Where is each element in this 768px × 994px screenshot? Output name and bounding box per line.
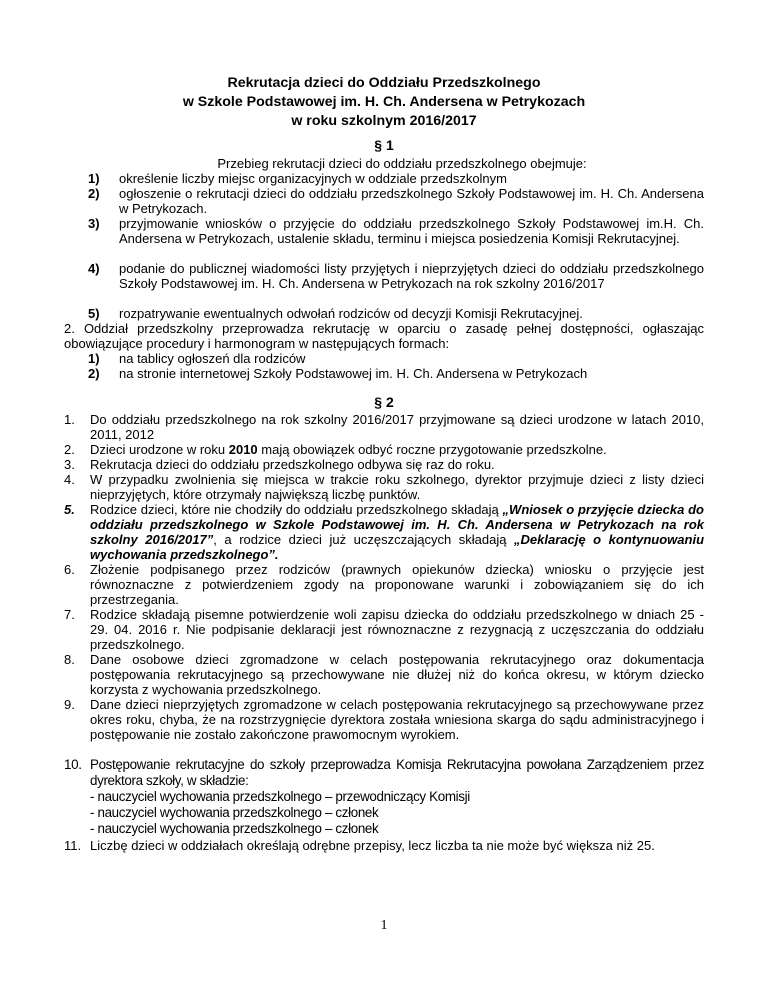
list-item-number: 2) bbox=[88, 186, 100, 201]
list-item: Rekrutacja dzieci do oddziału przedszkolnego odbywa się raz do roku. bbox=[90, 457, 495, 472]
list-item: Liczbę dzieci w oddziałach określają odrębne przepisy, lecz liczba ta nie może być większa niż 25. bbox=[90, 838, 655, 853]
list-item-number: 3. bbox=[64, 457, 75, 472]
title-line-1: Rekrutacja dzieci do Oddziału Przedszkolnego bbox=[227, 75, 541, 91]
list-item: Rodzice składają pisemne potwierdzenie woli zapisu dziecka do oddziału przedszkolnego w dniach 25 - 29. 04. 2016 r. Nie podpisanie deklaracji jest równoznaczne z rezygnacją z uczęszczania do oddziału przedszkolnego. bbox=[90, 607, 704, 652]
list-item: podanie do publicznej wiadomości listy przyjętych i nieprzyjętych dzieci do oddziału przedszkolnego Szkoły Podstawowej im. H. Ch. Andersena w Petrykozach na rok szkolny 2016/2017 bbox=[119, 261, 704, 291]
document-title bbox=[100, 74, 668, 131]
list-item-number: 10. bbox=[64, 757, 82, 772]
section-2-heading: § 2 bbox=[374, 394, 394, 410]
list-item: na stronie internetowej Szkoły Podstawowej im. H. Ch. Andersena w Petrykozach bbox=[119, 366, 588, 381]
list-item-number: 2) bbox=[88, 366, 100, 381]
declaration-form-name: „Deklarację o kontynuowaniu wychowania przedszkolnego”. bbox=[90, 532, 705, 562]
text: Rodzice dzieci, które nie chodziły do oddziału przedszkolnego składają bbox=[90, 502, 503, 517]
page-number: 1 bbox=[380, 918, 388, 933]
list-item-number: 4) bbox=[88, 261, 100, 276]
list-item-number: 1) bbox=[88, 351, 100, 366]
text: , a rodzice dzieci już uczęszczających składają bbox=[213, 532, 515, 547]
text: Dzieci urodzone w roku bbox=[90, 442, 229, 457]
bold-year: 2010 bbox=[228, 442, 258, 457]
list-item: przyjmowanie wniosków o przyjęcie do oddziału przedszkolnego Szkoły Podstawowej im.H. Ch. Andersena w Petrykozach, ustalenie składu, terminu i miejsca posiedzenia Komisji Rekrutacyjnej. bbox=[119, 216, 704, 246]
list-item-number: 1) bbox=[88, 171, 100, 186]
list-item-number: 5. bbox=[64, 502, 75, 517]
list-item: Do oddziału przedszkolnego na rok szkolny 2016/2017 przyjmowane są dzieci urodzone w latach 2010, 2011, 2012 bbox=[90, 412, 704, 442]
title-line-2: w Szkole Podstawowej im. H. Ch. Andersena w Petrykozach bbox=[182, 94, 586, 110]
commission-text: Postępowanie rekrutacyjne do szkoły przeprowadza Komisja Rekrutacyjna powołana Zarządzeniem przez dyrektora szkoły, w składzie: bbox=[90, 757, 704, 788]
list-item: rozpatrywanie ewentualnych odwołań rodziców od decyzji Komisji Rekrutacyjnej. bbox=[119, 306, 583, 321]
list-item-number: 2. bbox=[64, 442, 75, 457]
list-item bbox=[90, 757, 704, 837]
list-item-number: 4. bbox=[64, 472, 75, 487]
list-item bbox=[90, 502, 704, 562]
section-1-heading: § 1 bbox=[374, 137, 394, 153]
text: mają obowiązek odbyć roczne przygotowanie przedszkolne. bbox=[257, 442, 607, 457]
list-item: na tablicy ogłoszeń dla rodziców bbox=[119, 351, 306, 366]
list-item-number: 8. bbox=[64, 652, 75, 667]
application-form-name: „Wniosek o przyjęcie dziecka do oddziału przedszkolnego w Szkole Podstawowej im. H. Ch. Andersena w Petrykozach na rok szkolny 2016/2017” bbox=[90, 502, 704, 547]
list-item: Dane dzieci nieprzyjętych zgromadzone w celach postępowania rekrutacyjnego są przechowywane przez okres roku, chyba, że na rozstrzygnięcie dyrektora została wniesiona skarga do sądu administracyjnego i postępowanie nie zostało zakończone prawomocnym wyrokiem. bbox=[90, 697, 704, 742]
list-item-number: 7. bbox=[64, 607, 75, 622]
commission-member: - nauczyciel wychowania przedszkolnego – przewodniczący Komisji bbox=[90, 789, 470, 804]
commission-member: - nauczyciel wychowania przedszkolnego – członek bbox=[90, 821, 379, 836]
list-item-number: 11. bbox=[64, 838, 82, 853]
list-item-number: 1. bbox=[64, 412, 75, 427]
list-item-number: 6. bbox=[64, 562, 75, 577]
list-item: Złożenie podpisanego przez rodziców (prawnych opiekunów dziecka) wniosku o przyjęcie jest równoznaczne z potwierdzeniem zgody na proponowane warunki i zobowiązaniem się do ich przestrzegania. bbox=[90, 562, 704, 607]
title-line-3: w roku szkolnym 2016/2017 bbox=[291, 113, 477, 129]
list-item: W przypadku zwolnienia się miejsca w trakcie roku szkolnego, dyrektor przyjmuje dzieci z listy dzieci nieprzyjętych, które otrzymały największą liczbę punktów. bbox=[90, 472, 704, 502]
list-item bbox=[90, 442, 704, 457]
list-item: Dane osobowe dzieci zgromadzone w celach postępowania rekrutacyjnego oraz dokumentacja postępowania rekrutacyjnego są przechowywane nie dłużej niż do końca okresu, w którym dziecko korzysta z wychowania przedszkolnego. bbox=[90, 652, 704, 697]
list-item-number: 5) bbox=[88, 306, 100, 321]
commission-member: - nauczyciel wychowania przedszkolnego – członek bbox=[90, 805, 379, 820]
list-item-number: 9. bbox=[64, 697, 75, 712]
list-item-number: 3) bbox=[88, 216, 100, 231]
section-1-paragraph-2: 2. Oddział przedszkolny przeprowadza rekrutację w oparciu o zasadę pełnej dostępności, ogłaszając obowiązujące procedury i harmonogram w następujących formach: bbox=[64, 321, 704, 351]
list-item: ogłoszenie o rekrutacji dzieci do oddziału przedszkolnego Szkoły Podstawowej im. H. Ch. Andersena w Petrykozach. bbox=[119, 186, 704, 216]
list-item: określenie liczby miejsc organizacyjnych w oddziale przedszkolnym bbox=[119, 171, 507, 186]
section-1-intro: Przebieg rekrutacji dzieci do oddziału przedszkolnego obejmuje: bbox=[217, 156, 587, 171]
